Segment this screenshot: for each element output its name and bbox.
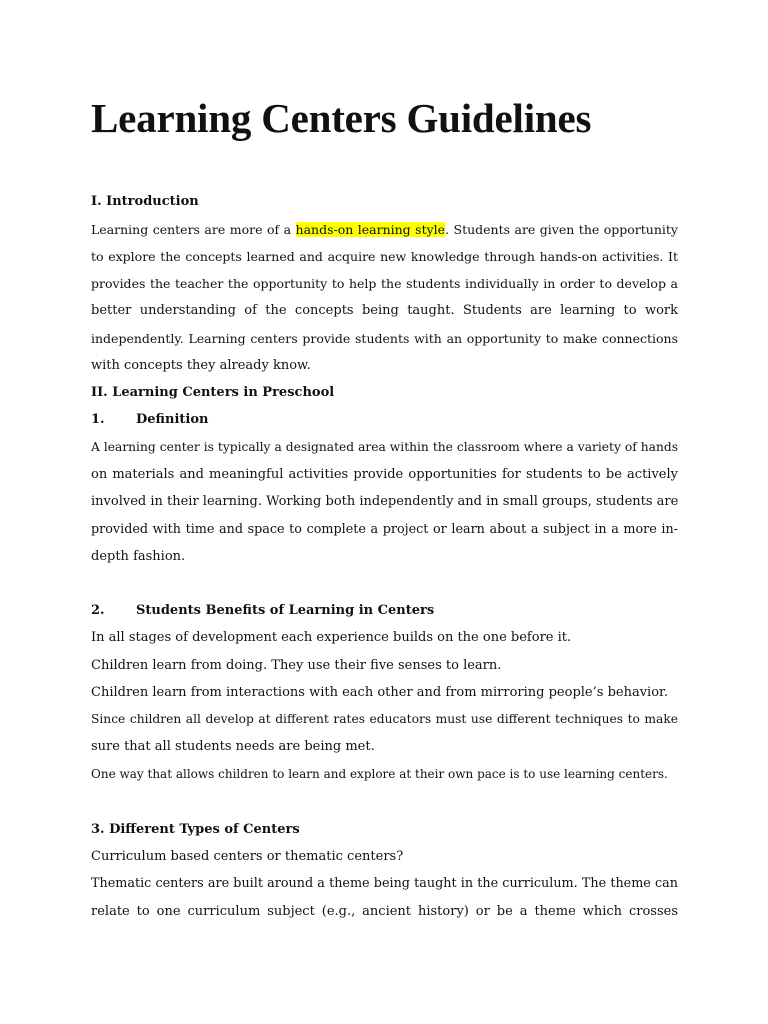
intro-paragraph-line: with concepts they already know. bbox=[91, 358, 311, 373]
highlighted-phrase: hands-on learning style bbox=[295, 222, 446, 237]
introduction-heading: I. Introduction bbox=[91, 194, 199, 209]
intro-paragraph-line: provides the teacher the opportunity to help the students individually in order to develop a bbox=[91, 276, 678, 291]
intro-paragraph-line: better understanding of the concepts being taught. Students are learning to work bbox=[91, 303, 678, 318]
intro-text-before: Learning centers are more of a bbox=[91, 222, 296, 237]
definition-title: Definition bbox=[136, 412, 209, 427]
benefits-number: 2. bbox=[91, 603, 105, 618]
benefits-line: Children learn from doing. They use their five senses to learn. bbox=[91, 658, 502, 673]
definition-paragraph-line: depth fashion. bbox=[91, 549, 186, 564]
definition-number: 1. bbox=[91, 412, 105, 427]
benefits-line: One way that allows children to learn and explore at their own pace is to use learning centers. bbox=[91, 767, 668, 781]
document-title: Learning Centers Guidelines bbox=[91, 95, 592, 141]
intro-paragraph-line: independently. Learning centers provide students with an opportunity to make connections bbox=[91, 331, 678, 346]
intro-paragraph-line bbox=[91, 216, 678, 243]
intro-paragraph-line: to explore the concepts learned and acquire new knowledge through hands-on activities. It bbox=[91, 249, 678, 264]
benefits-title: Students Benefits of Learning in Centers bbox=[136, 603, 435, 618]
definition-paragraph-line: on materials and meaningful activities provide opportunities for students to be actively bbox=[91, 467, 678, 482]
definition-paragraph-line: involved in their learning. Working both independently and in small groups, students are bbox=[91, 494, 678, 509]
definition-paragraph-line: provided with time and space to complete a project or learn about a subject in a more in- bbox=[91, 522, 678, 537]
section-heading-preschool: II. Learning Centers in Preschool bbox=[91, 385, 335, 400]
types-line: relate to one curriculum subject (e.g., ancient history) or be a theme which crosses bbox=[91, 904, 678, 919]
intro-text-after: . Students are given the opportunity bbox=[445, 222, 678, 237]
types-line: Thematic centers are built around a theme being taught in the curriculum. The theme can bbox=[91, 876, 678, 891]
benefits-line: Since children all develop at different rates educators must use different techniques to make bbox=[91, 712, 678, 726]
types-heading: 3. Different Types of Centers bbox=[91, 822, 300, 837]
benefits-line: sure that all students needs are being met. bbox=[91, 739, 375, 754]
definition-paragraph-line: A learning center is typically a designated area within the classroom where a variety of hands bbox=[91, 440, 678, 454]
definition-heading bbox=[91, 406, 678, 433]
benefits-line: Children learn from interactions with each other and from mirroring people’s behavior. bbox=[91, 685, 668, 700]
benefits-line: In all stages of development each experience builds on the one before it. bbox=[91, 630, 572, 645]
benefits-heading bbox=[91, 597, 678, 624]
types-line: Curriculum based centers or thematic centers? bbox=[91, 849, 404, 864]
